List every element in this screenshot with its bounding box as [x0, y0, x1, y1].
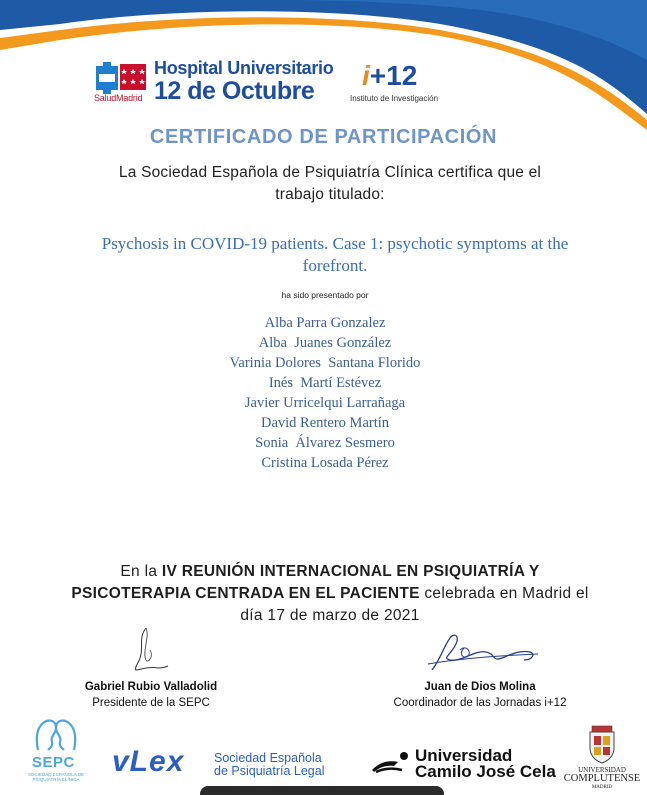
- two-heads-profile-icon: [34, 716, 78, 752]
- event-name-part1: IV REUNIÓN INTERNACIONAL EN PSIQUIATRÍA Y: [161, 563, 540, 580]
- work-title: [60, 233, 610, 277]
- vlex-logo: vLex: [112, 745, 185, 778]
- certificate-title: CERTIFICADO DE PARTICIPACIÓN: [149, 126, 498, 148]
- research-institute-label: Instituto de Investigación: [350, 94, 439, 103]
- crest-icon: [586, 724, 618, 764]
- work-title-line-2: forefront.: [302, 256, 368, 275]
- salud-madrid-label: SaludMadrid: [94, 93, 143, 103]
- author-name: Sonia Álvarez Sesmero: [255, 435, 395, 451]
- ucjc-line-1: Universidad: [415, 746, 513, 765]
- signature-block-right: [365, 630, 595, 720]
- i12-mark-i: i: [362, 60, 370, 91]
- ucm-line-1: UNIVERSIDAD: [578, 766, 626, 774]
- swimmer-figure-icon: [370, 750, 412, 774]
- ucjc-logo: [370, 744, 560, 784]
- hospital-logo: [92, 58, 332, 104]
- i12-mark-rest: +12: [369, 60, 418, 91]
- signature-scribble-left: [128, 626, 174, 674]
- ucm-line-3: MADRID: [591, 785, 613, 790]
- author-name: Varinia Dolores Santana Florido: [229, 355, 421, 371]
- work-title-line-1: Psychosis in COVID-19 patients. Case 1: psychotic symptoms at the: [101, 234, 569, 253]
- author-name: Javier Urricelqui Larrañaga: [244, 395, 406, 411]
- i12-mark: [362, 62, 417, 90]
- author-name: Alba Parra Gonzalez: [264, 315, 386, 331]
- presented-by-label: ha sido presentado por: [281, 290, 369, 300]
- author-name: Cristina Losada Pérez: [261, 455, 389, 471]
- sepc-label: SEPC: [32, 754, 75, 771]
- event-location: celebrada en Madrid el: [419, 585, 589, 602]
- signature-block-left: [56, 626, 246, 716]
- event-prefix: En la: [120, 563, 162, 580]
- ucm-logo: [562, 724, 642, 790]
- signatory-name-right: Juan de Dios Molina: [424, 681, 536, 693]
- sepc-logo: [26, 716, 86, 788]
- bottom-overlay-bar: [200, 786, 444, 795]
- signatory-role-left: Presidente de la SEPC: [92, 697, 210, 709]
- sepc-sub-label: SOCIEDAD ESPAÑOLA DE PSIQUIATRÍA CLÍNICA: [28, 772, 84, 782]
- author-name: Alba Juanes González: [258, 335, 392, 351]
- event-description: [60, 561, 600, 627]
- ucm-line-2: COMPLUTENSE: [563, 773, 641, 784]
- ucjc-line-2: Camilo José Cela: [415, 762, 556, 781]
- research-institute-logo: [350, 62, 450, 106]
- intro-line-2: trabajo titulado:: [275, 186, 385, 203]
- spl-logo: [214, 752, 334, 778]
- intro-line-1: La Sociedad Española de Psiquiatría Clínica certifica que el: [118, 164, 542, 181]
- author-name: Inés Martí Estévez: [268, 375, 382, 391]
- spl-line-1: Sociedad Española: [214, 751, 322, 765]
- certificate-intro: [80, 162, 580, 206]
- event-line-2: [60, 583, 600, 605]
- author-name: David Rentero Martín: [260, 415, 390, 431]
- event-line-1: [60, 561, 600, 583]
- salud-madrid-cross-icon: [94, 60, 148, 94]
- signatory-role-right: Coordinador de las Jornadas i+12: [393, 697, 567, 709]
- authors-list: [0, 313, 647, 473]
- event-date: día 17 de marzo de 2021: [240, 607, 420, 624]
- signatory-name-left: Gabriel Rubio Valladolid: [84, 681, 218, 693]
- spl-line-2: de Psiquiatría Legal: [214, 764, 325, 778]
- hospital-name-line2: 12 de Octubre: [154, 77, 315, 105]
- signature-scribble-right: [420, 630, 550, 680]
- event-name-part2: PSICOTERAPIA CENTRADA EN EL PACIENTE: [71, 585, 420, 602]
- hospital-name-line1: Hospital Universitario: [154, 58, 334, 78]
